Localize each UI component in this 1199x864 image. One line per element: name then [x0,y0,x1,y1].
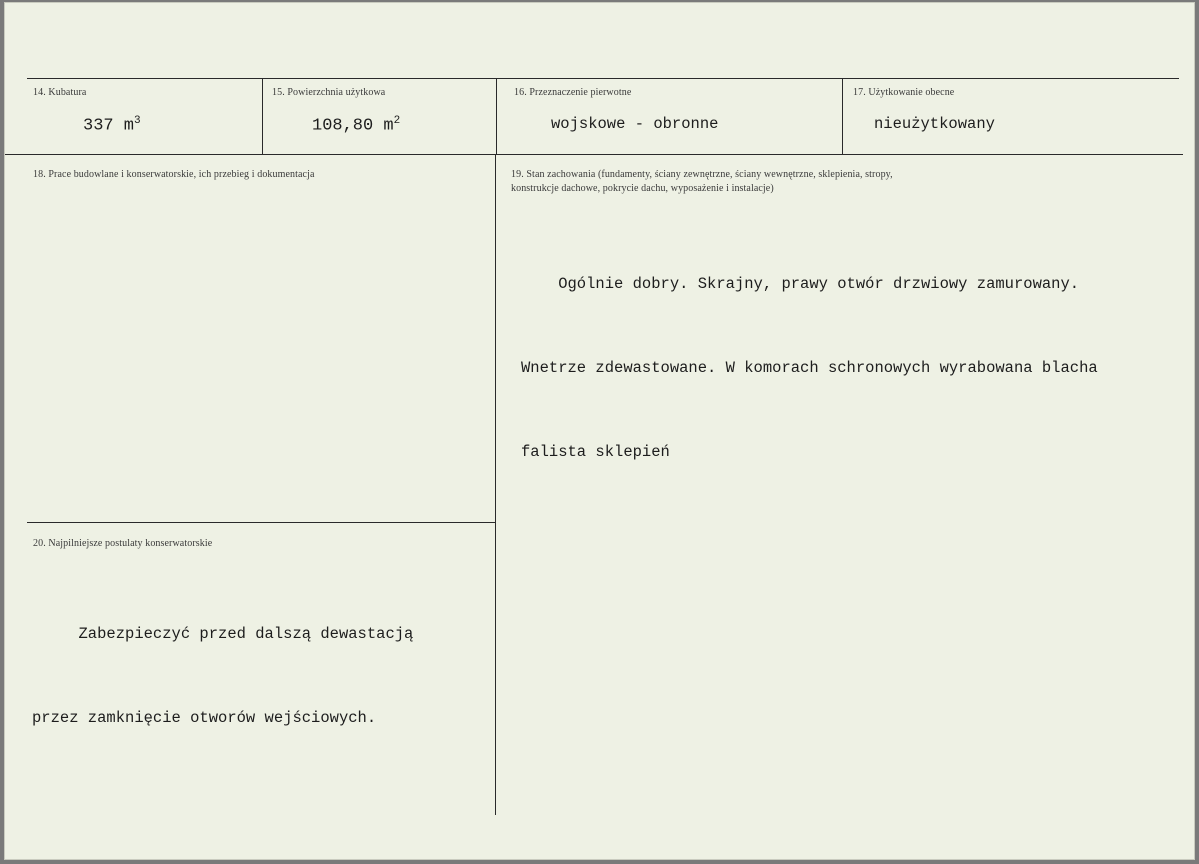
section-20-rule [27,522,495,523]
field-17-value: nieużytkowany [874,115,995,133]
field-19-text [521,214,1098,522]
field-16-value: wojskowe - obronne [551,115,719,133]
field-20-line: Zabezpieczyć przed dalszą dewastacją [32,625,414,643]
field-17-label: 17. Użytkowanie obecne [853,87,955,98]
powierzchnia-value: 108,80 m [312,116,394,136]
field-15-value [312,115,400,136]
record-card [4,2,1195,860]
field-14-value [83,115,141,136]
divider-16-17 [842,78,843,154]
header-bottom-rule [5,154,1183,155]
field-19-label-line1: 19. Stan zachowania (fundamenty, ściany zewnętrzne, ściany wewnętrzne, sklepienia, stropy, [511,169,893,180]
field-20-line: przez zamknięcie otworów wejściowych. [32,709,377,727]
field-19-line: Ogólnie dobry. Skrajny, prawy otwór drzwiowy zamurowany. [521,275,1080,293]
kubatura-unit-exponent: 3 [134,115,141,127]
field-20-label: 20. Najpilniejsze postulaty konserwatorskie [33,538,213,549]
divider-14-15 [262,78,263,154]
field-19-label-line2: konstrukcje dachowe, pokrycie dachu, wyposażenie i instalacje) [511,183,774,194]
powierzchnia-unit-exponent: 2 [393,115,401,127]
divider-15-16 [496,78,497,154]
field-20-text [32,564,413,788]
field-19-line: falista sklepień [521,443,670,461]
field-15-label: 15. Powierzchnia użytkowa [272,87,386,98]
kubatura-value: 337 m [83,116,135,136]
main-vertical-divider [495,154,496,815]
top-rule [27,78,1179,79]
field-16-label: 16. Przeznaczenie pierwotne [514,87,632,98]
field-14-label: 14. Kubatura [33,87,87,98]
field-18-label: 18. Prace budowlane i konserwatorskie, ich przebieg i dokumentacja [33,169,315,180]
field-19-line: Wnetrze zdewastowane. W komorach schronowych wyrabowana blacha [521,359,1098,377]
